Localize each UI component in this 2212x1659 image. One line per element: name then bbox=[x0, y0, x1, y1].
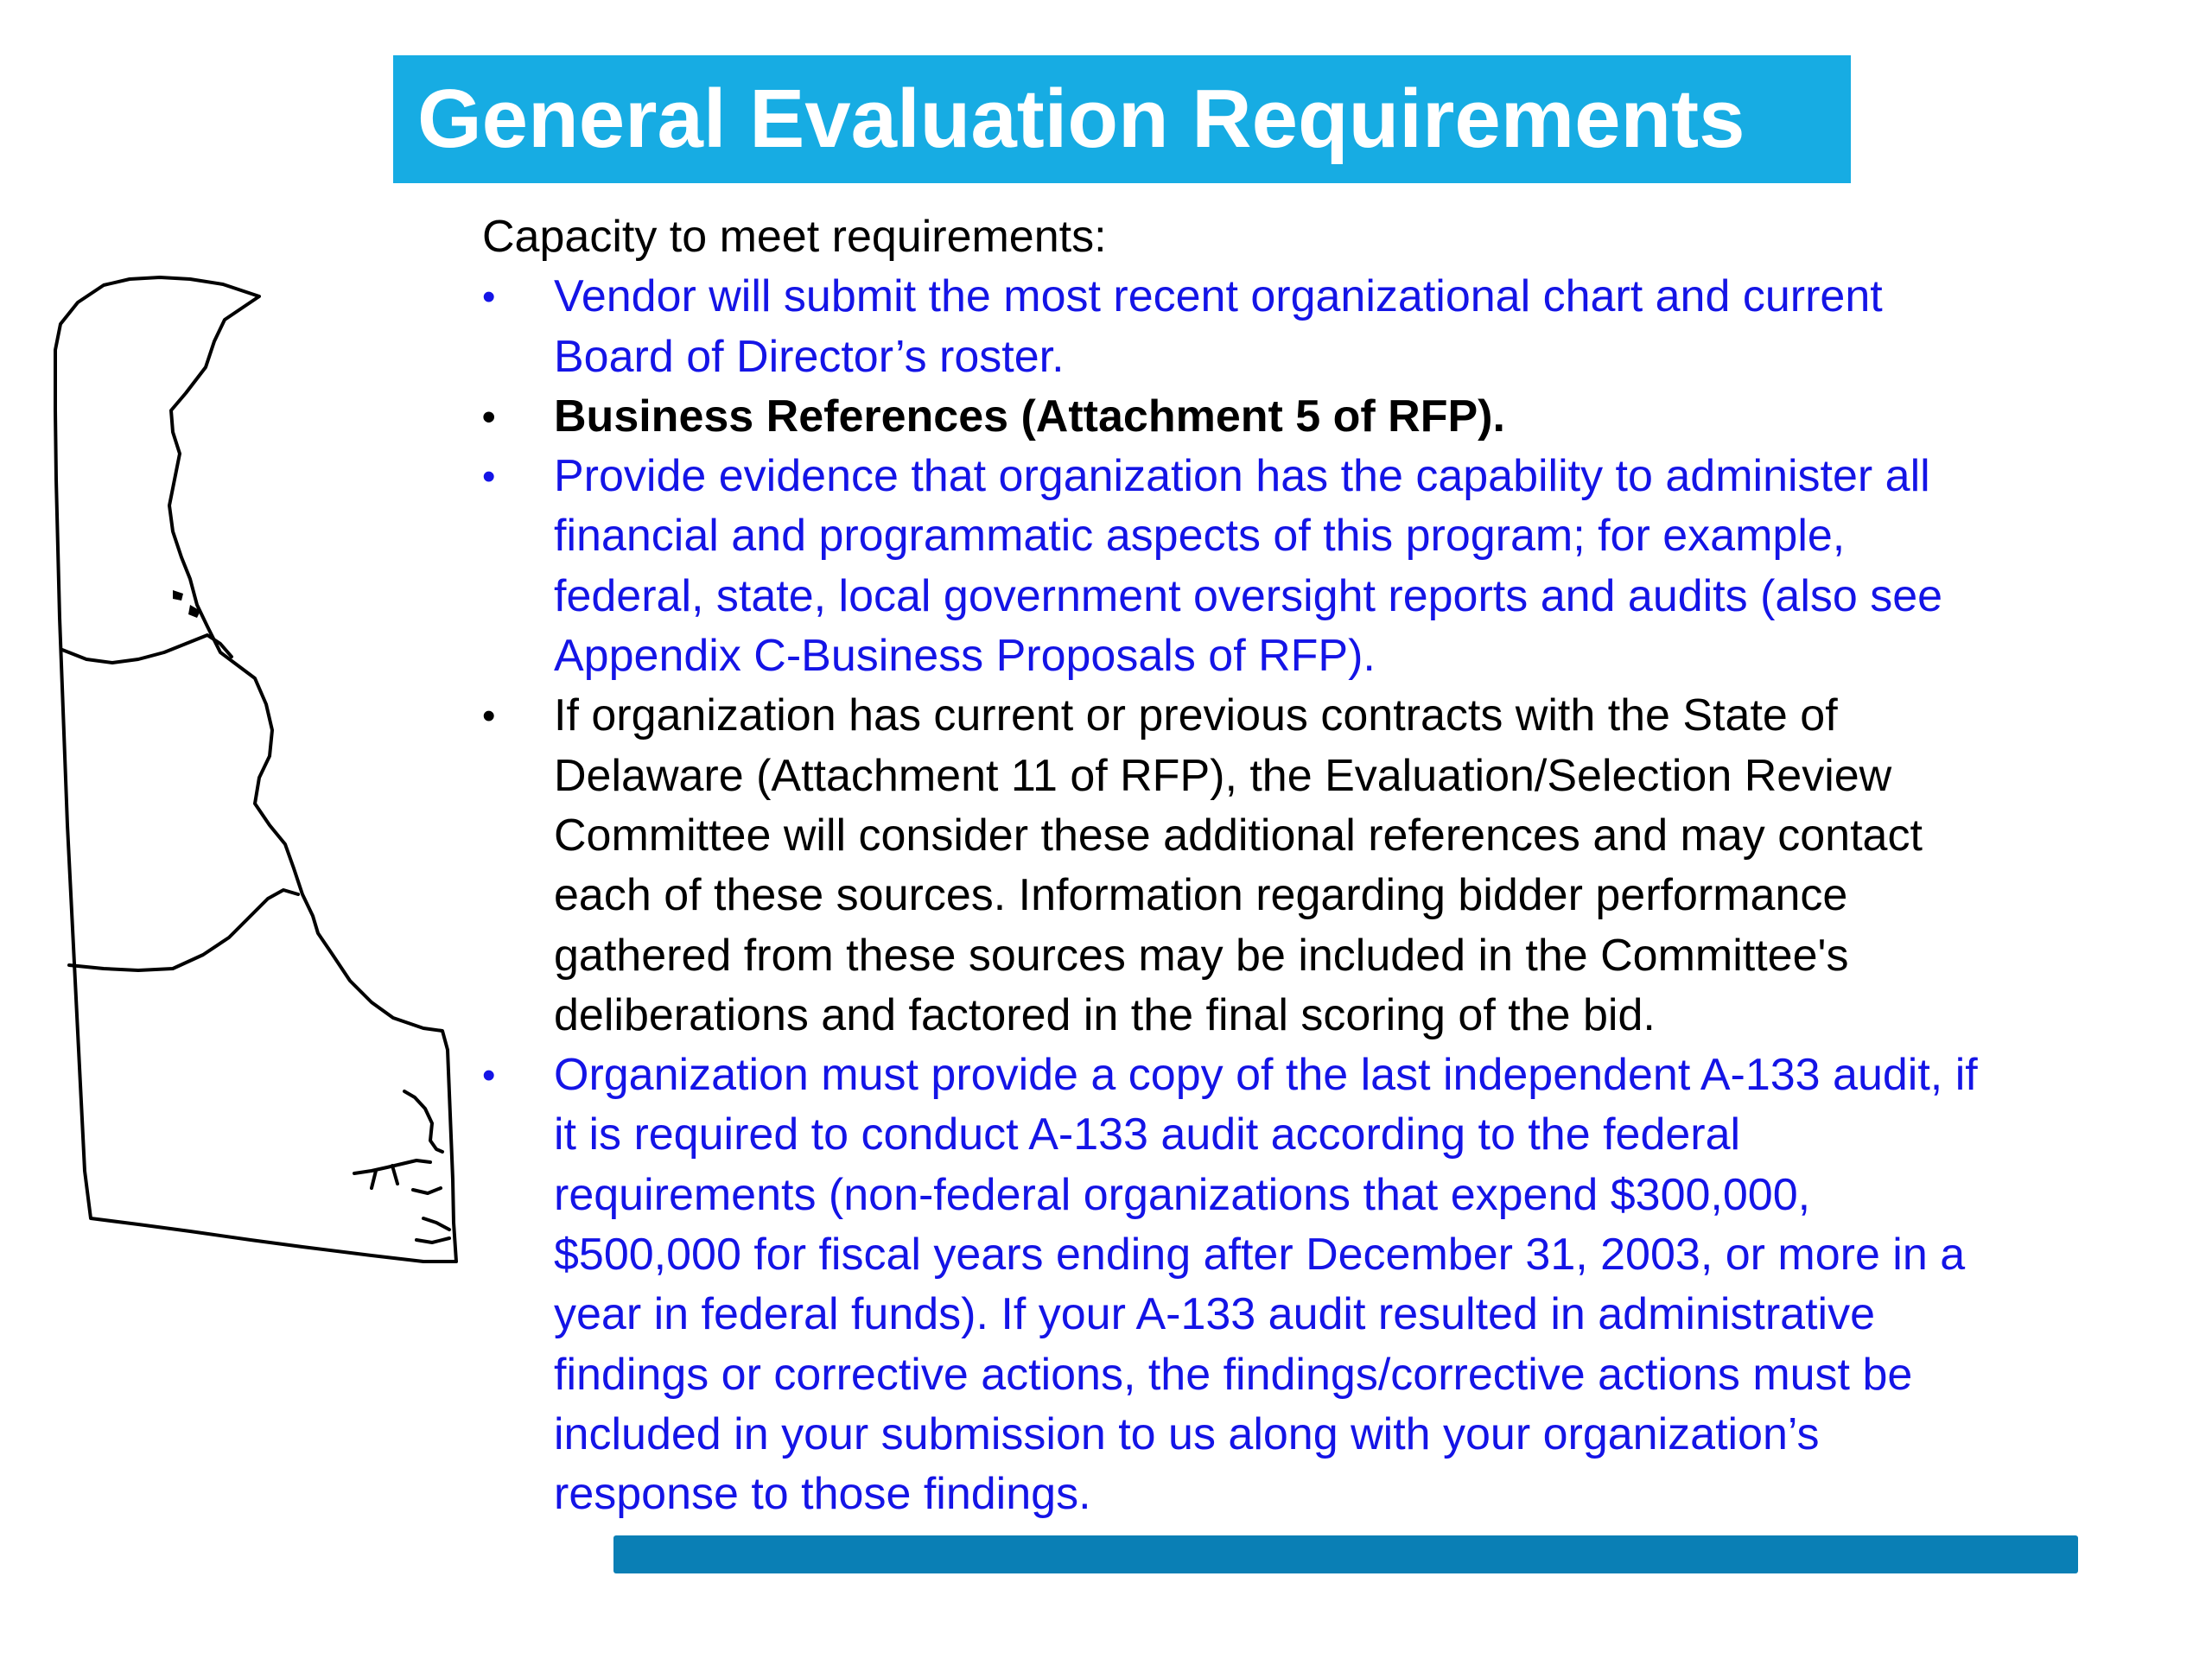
bullet-text-line: it is required to conduct A-133 audit according to the federal bbox=[554, 1109, 1741, 1160]
bullet-marker: • bbox=[482, 276, 496, 319]
county-line-south bbox=[69, 890, 298, 970]
coastline-inlet-2 bbox=[354, 1160, 430, 1188]
bullet-item bbox=[482, 686, 2141, 1046]
intro-text: Capacity to meet requirements: bbox=[482, 212, 1107, 262]
bullet-text-line: financial and programmatic aspects of this program; for example, bbox=[554, 511, 1846, 562]
delaware-county-map bbox=[43, 272, 467, 1274]
coastline-inlet-3 bbox=[413, 1188, 449, 1243]
bullet-text-line: Delaware (Attachment 11 of RFP), the Evaluation/Selection Review bbox=[554, 750, 1892, 801]
bullet-text-line: Business References (Attachment 5 of RFP). bbox=[554, 391, 1505, 442]
bullet-text-line: Organization must provide a copy of the last independent A-133 audit, if bbox=[554, 1050, 1978, 1101]
bullet-item bbox=[482, 387, 2141, 447]
bullet-marker: • bbox=[482, 1054, 496, 1097]
coastline-inlet-1 bbox=[404, 1091, 442, 1152]
bullet-text-line: deliberations and factored in the final scoring of the bid. bbox=[554, 989, 1656, 1040]
bullet-text-line: Provide evidence that organization has the capability to administer all bbox=[554, 451, 1930, 502]
bullet-text-line: year in federal funds). If your A-133 audit resulted in administrative bbox=[554, 1289, 1876, 1340]
bullet-text-line: Board of Director’s roster. bbox=[554, 331, 1065, 382]
bullet-text-line: requirements (non-federal organizations that expend $300,000, bbox=[554, 1169, 1811, 1220]
bullet-text-line: gathered from these sources may be included in the Committee's bbox=[554, 930, 1849, 981]
bullet-text-line: each of these sources. Information regarding bidder performance bbox=[554, 870, 1848, 921]
bullet-text-line: federal, state, local government oversight reports and audits (also see bbox=[554, 570, 1943, 621]
bullet-text-line: If organization has current or previous contracts with the State of bbox=[554, 690, 1838, 741]
county-line-north bbox=[62, 635, 232, 663]
bullet-text-line: response to those findings. bbox=[554, 1469, 1091, 1520]
bullet-text-line: findings or corrective actions, the findings/corrective actions must be bbox=[554, 1349, 1913, 1400]
bullet-text-line: Committee will consider these additional references and may contact bbox=[554, 810, 1923, 861]
bullet-item bbox=[482, 267, 2141, 387]
bullet-marker: • bbox=[482, 455, 496, 499]
bullet-marker: • bbox=[482, 395, 496, 438]
bullet-text-line: Vendor will submit the most recent organizational chart and current bbox=[554, 271, 1883, 322]
slide-title: General Evaluation Requirements bbox=[417, 73, 1745, 165]
bullet-marker: • bbox=[482, 695, 496, 738]
footer-bar bbox=[613, 1535, 2078, 1573]
bullet-text-line: $500,000 for fiscal years ending after December 31, 2003, or more in a bbox=[554, 1230, 1966, 1281]
state-outline bbox=[55, 277, 456, 1262]
bullet-item bbox=[482, 447, 2141, 686]
bullet-text-line: included in your submission to us along with your organization’s bbox=[554, 1408, 1820, 1459]
title-banner bbox=[393, 55, 1851, 183]
bullet-list bbox=[482, 267, 2141, 1524]
bullet-item bbox=[482, 1046, 2141, 1524]
slide-body bbox=[482, 207, 2141, 1525]
bullet-text-line: Appendix C-Business Proposals of RFP). bbox=[554, 631, 1376, 682]
